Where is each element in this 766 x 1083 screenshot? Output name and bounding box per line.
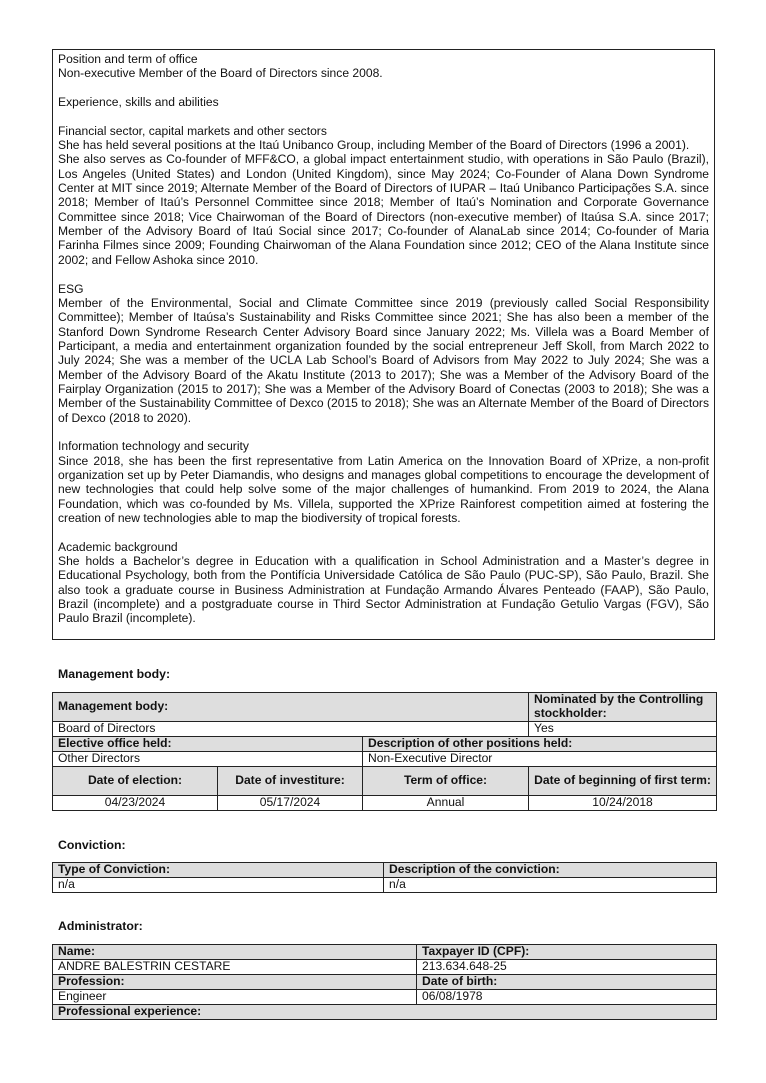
conviction-table — [52, 862, 717, 893]
table-row — [53, 975, 717, 990]
academic-paragraph: She holds a Bachelor’s degree in Education with a qualification in School Administration and a Master’s degree in Educational Psychology, both from the Pontifícia Universidade Católica de São Paulo (PUC-SP), São Paulo, Brazil. She also took a graduate course in Business Administration at Fundação Armando Álvares Penteado (FAAP), São Paulo, Brazil (incomplete) and a postgraduate course in Third Sector Administration at Fundação Getulio Vargas (FGV), São Paulo Brazil (incomplete). — [58, 554, 709, 626]
conviction-description-header: Description of the conviction: — [384, 863, 717, 878]
experience-heading: Experience, skills and abilities — [58, 95, 219, 110]
other-positions-header: Description of other positions held: — [363, 737, 717, 752]
term-of-office-value: Annual — [363, 796, 529, 811]
management-body-table — [52, 692, 717, 811]
administrator-table — [52, 944, 717, 1020]
academic-heading: Academic background — [58, 539, 178, 554]
nominated-value: Yes — [529, 722, 717, 737]
management-body-value: Board of Directors — [53, 722, 529, 737]
cpf-header: Taxpayer ID (CPF): — [417, 945, 717, 960]
name-value: ANDRE BALESTRIN CESTARE — [53, 960, 417, 975]
name-header: Name: — [53, 945, 417, 960]
conviction-type-value: n/a — [53, 878, 384, 893]
table-row — [53, 990, 717, 1005]
conviction-section-label: Conviction: — [58, 838, 126, 852]
table-row — [53, 737, 717, 752]
term-of-office-header: Term of office: — [363, 767, 529, 796]
election-date-header: Date of election: — [53, 767, 218, 796]
profession-value: Engineer — [53, 990, 417, 1005]
table-row — [53, 960, 717, 975]
position-text: Non-executive Member of the Board of Directors since 2008. — [58, 66, 383, 81]
esg-heading: ESG — [58, 281, 84, 296]
first-term-date-header: Date of beginning of first term: — [529, 767, 717, 796]
nominated-header: Nominated by the Controlling stockholder: — [529, 693, 717, 722]
table-row — [53, 693, 717, 722]
financial-paragraph-2: She also serves as Co-founder of MFF&CO, a global impact entertainment studio, with operations in São Paulo (Brazil), Los Angeles (United States) and London (United Kingdom), since May 2024; Co-Founder of Alana Down Syndrome Center at MIT since 2019; Alternate Member of the Board of Directors of IUPAR – Itaú Unibanco Participações S.A. since 2018; Member of Itaú’s Personnel Committee since 2018; Member of Itaú’s Nomination and Corporate Governance Committee since 2018; Vice Chairwoman of the Board of Directors (non-executive member) of Itaúsa S.A. since 2017; Member of the Advisory Board of Itaú Social since 2017; Co-founder of AlanaLab since 2014; Co-founder of Maria Farinha Filmes since 2009; Founding Chairwoman of the Alana Foundation since 2012; CEO of the Alana Institute since 2002; and Fellow Ashoka since 2010. — [58, 152, 709, 267]
esg-paragraph: Member of the Environmental, Social and Climate Committee since 2019 (previously called Social Responsibility Committee); Member of Itaúsa’s Sustainability and Risks Committee since 2021; She has also been a member of the Stanford Down Syndrome Research Center Advisory Board since January 2022; Ms. Villela was a Board Member of Participant, a media and entertainment organization founded by the social entrepreneur Jeff Skoll, from March 2022 to July 2024; She was a member of the UCLA Lab School’s Board of Advisors from May 2022 to July 2024; She was a Member of the Advisory Board of the Akatu Institute (2013 to 2017); She was a Member of the Advisory Board of the Fairplay Organization (2015 to 2017); She was a Member of the Advisory Board of Conectas (2003 to 2018); She was a Member of the Sustainability Committee of Dexco (2015 to 2018); She was an Alternate Member of the Board of Directors of Dexco (2018 to 2020). — [58, 295, 709, 425]
it-heading: Information technology and security — [58, 439, 249, 454]
director-biography-box — [52, 49, 715, 640]
profession-header: Profession: — [53, 975, 417, 990]
table-row — [53, 722, 717, 737]
table-row — [53, 796, 717, 811]
it-paragraph: Since 2018, she has been the first representative from Latin America on the Innovation Board of XPrize, a non-profit organization set up by Peter Diamandis, who designs and manages global competitions to encourage the development of new technologies that could help solve some of the major challenges of humankind. From 2019 to 2024, the Alana Foundation, which was co-founded by Ms. Villela, supported the XPrize Rainforest competition aimed at fostering the creation of new technologies able to map the biodiversity of tropical forests. — [58, 453, 709, 525]
table-row — [53, 1005, 717, 1020]
financial-heading: Financial sector, capital markets and other sectors — [58, 123, 327, 138]
management-body-header: Management body: — [53, 693, 529, 722]
cpf-value: 213.634.648-25 — [417, 960, 717, 975]
conviction-description-value: n/a — [384, 878, 717, 893]
table-row — [53, 878, 717, 893]
other-positions-value: Non-Executive Director — [363, 752, 717, 767]
administrator-section-label: Administrator: — [58, 919, 143, 933]
table-row — [53, 752, 717, 767]
elective-office-value: Other Directors — [53, 752, 363, 767]
professional-experience-header: Professional experience: — [53, 1005, 717, 1020]
position-heading: Position and term of office — [58, 52, 198, 66]
election-date-value: 04/23/2024 — [53, 796, 218, 811]
investiture-date-header: Date of investiture: — [218, 767, 363, 796]
conviction-type-header: Type of Conviction: — [53, 863, 384, 878]
birth-date-value: 06/08/1978 — [417, 990, 717, 1005]
birth-date-header: Date of birth: — [417, 975, 717, 990]
table-row — [53, 945, 717, 960]
investiture-date-value: 05/17/2024 — [218, 796, 363, 811]
management-section-label: Management body: — [58, 667, 171, 681]
table-row — [53, 863, 717, 878]
table-row — [53, 767, 717, 796]
financial-paragraph-1: She has held several positions at the Itaú Unibanco Group, including Member of the Board of Directors (1996 a 2001). — [58, 138, 690, 153]
elective-office-header: Elective office held: — [53, 737, 363, 752]
first-term-date-value: 10/24/2018 — [529, 796, 717, 811]
